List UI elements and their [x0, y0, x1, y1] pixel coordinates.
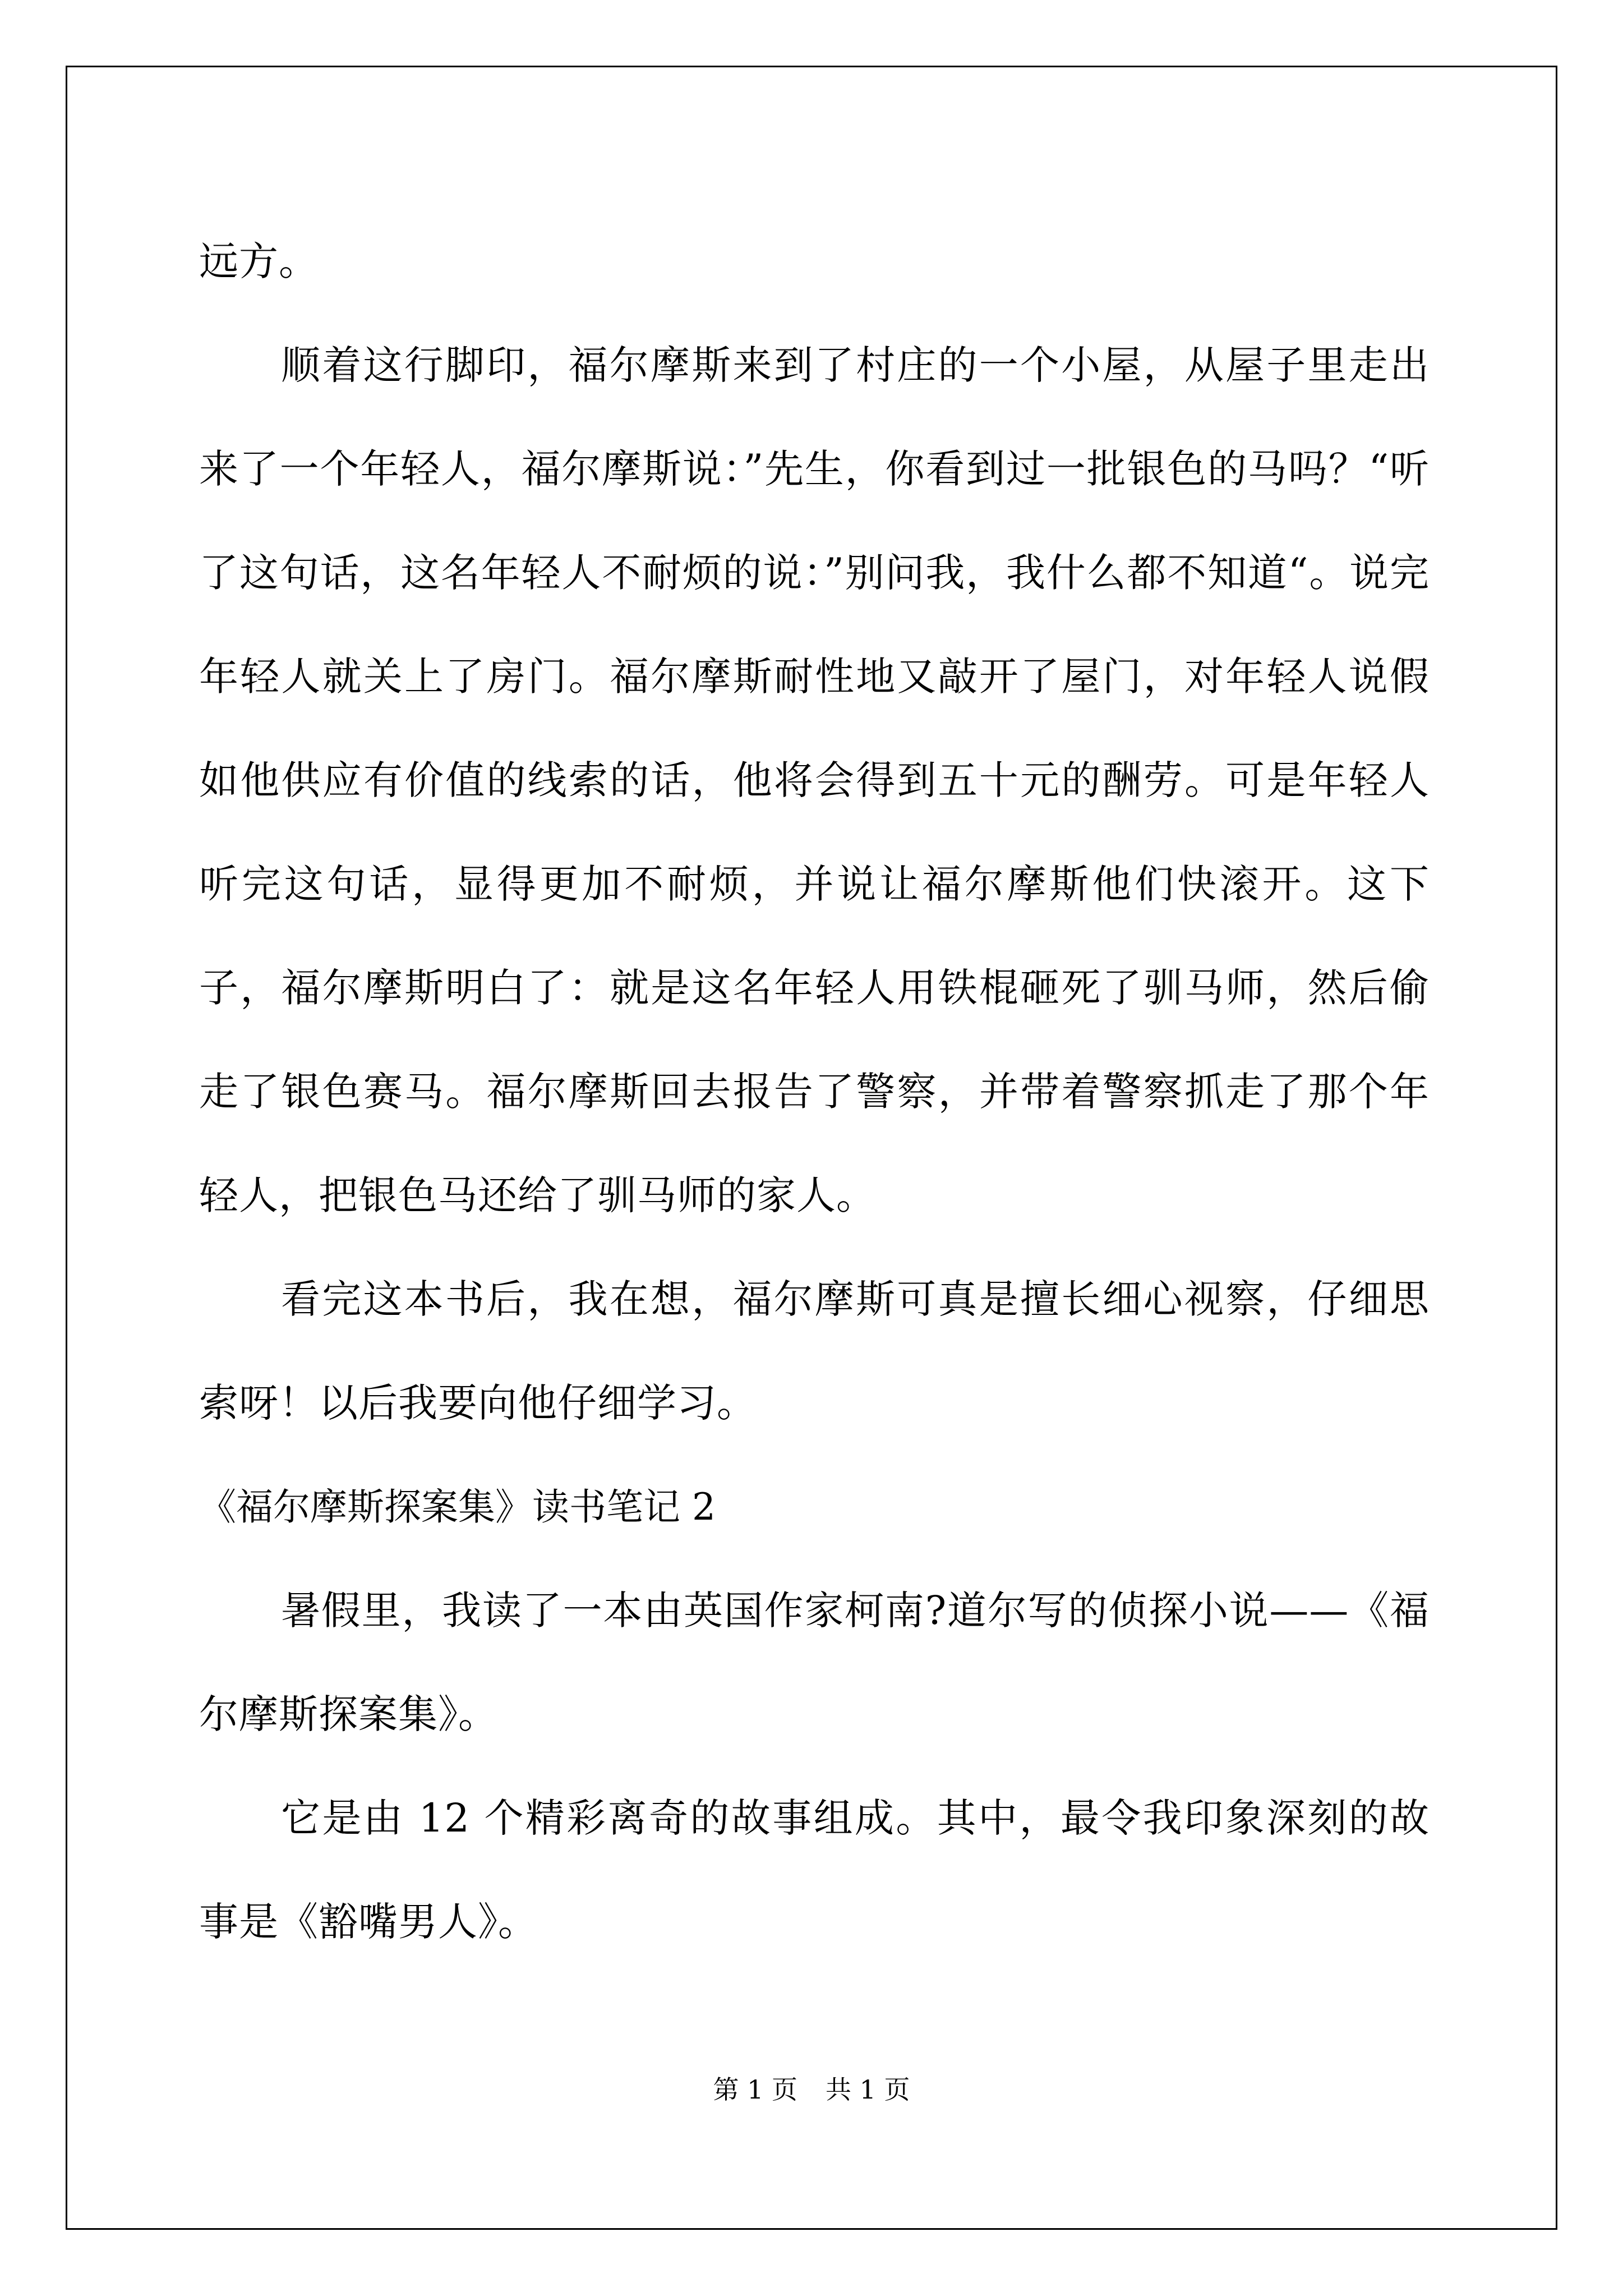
- paragraph-4: 暑假里，我读了一本由英国作家柯南?道尔写的侦探小说——《福尔摩斯探案集》。: [199, 1588, 1430, 1737]
- page-number: 第 1 页: [713, 2074, 797, 2105]
- page-total: 共 1 页: [826, 2074, 910, 2105]
- page-footer: [0, 2073, 1623, 2106]
- document-body: [199, 210, 1430, 1974]
- paragraph-5: 它是由 12 个精彩离奇的故事组成。其中，最令我印象深刻的故事是《豁嘴男人》。: [199, 1795, 1430, 1945]
- paragraph-2: 顺着这行脚印，福尔摩斯来到了村庄的一个小屋，从屋子里走出来了一个年轻人，福尔摩斯说：”先生，你看到过一批银色的马吗？“听了这句话，这名年轻人不耐烦的说：”别问我，我什么都不知道“。说完年轻人就关上了房门。福尔摩斯耐性地又敲开了屋门，对年轻人说假如他供应有价值的线索的话，他将会得到五十元的酬劳。可是年轻人听完这句话，显得更加不耐烦，并说让福尔摩斯他们快滚开。这下子，福尔摩斯明白了：就是这名年轻人用铁棍砸死了驯马师，然后偷走了银色赛马。福尔摩斯回去报告了警察，并带着警察抓走了那个年轻人，把银色马还给了驯马师的家人。: [199, 342, 1430, 1218]
- paragraph-1: 远方。: [199, 238, 319, 284]
- section-title: 《福尔摩斯探案集》读书笔记 2: [199, 1485, 716, 1529]
- paragraph-3: 看完这本书后，我在想，福尔摩斯可真是擅长细心视察，仔细思索呀！以后我要向他仔细学习。: [199, 1276, 1430, 1426]
